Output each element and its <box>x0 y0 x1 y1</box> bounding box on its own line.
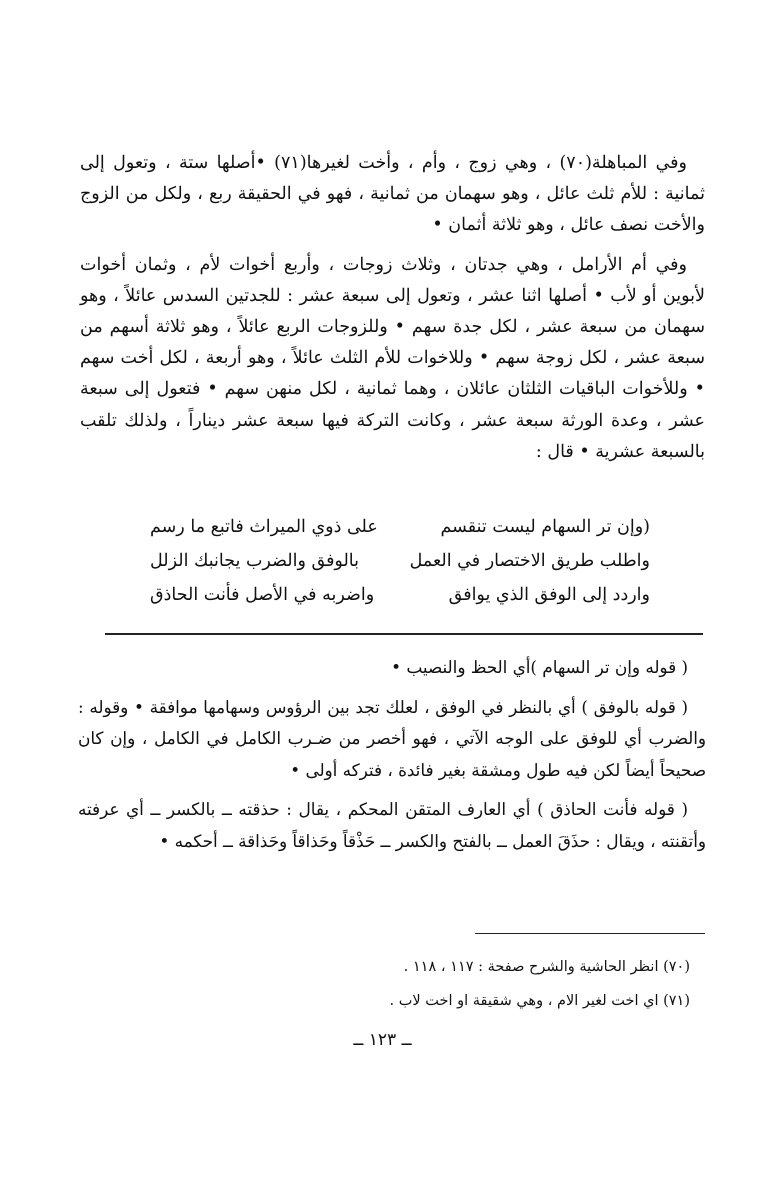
footnote: (٧١) اي اخت لغير الام ، وهي شقيقة او اخت لاب . <box>389 993 690 1009</box>
verse-first-hemistich: (وإن تر السهام ليست تنقسم <box>440 517 650 537</box>
verse-second-hemistich: واضربه في الأصل فأنت الحاذق <box>150 585 375 605</box>
main-paragraph: وفي أم الأرامل ، وهي جدتان ، وثلاث زوجات ، وأربع أخوات لأم ، وثمان أخوات لأبوين أو لأب • أصلها اثنا عشر ، وتعول إلى سبعة عشر : للجدتين السدس عائلاً ، وهو سهمان من سبعة عشر ، لكل جدة سهم • وللزوجات الربع عائلاً ، وهو ثلاثة أسهم من سبعة عشر ، لكل زوجة سهم • وللاخوات للأم الثلث عائلاً ، وهو أربعة ، لكل أخت سهم • وللأخوات الباقيات الثلثان عائلان ، وهما ثمانية ، لكل منهن سهم • فتعول إلى سبعة عشر ، وعدة الورثة سبعة عشر ، وكانت التركة فيها سبعة عشر ديناراً ، ولذلك تلقب بالسبعة عشرية • قال : <box>80 254 705 462</box>
verse-second-hemistich: على ذوي الميراث فاتبع ما رسم <box>150 517 378 537</box>
commentary-paragraph: ( قوله بالوفق ) أي بالنظر في الوفق ، لعلك تجد بين الرؤوس وسهامها موافقة • وقوله : والضرب أي للوفق على الوجه الآتي ، فهو أخصر من ضـرب الكامل في الكامل ، وإن كان صحيحاً أيضاً لكن فيه طول ومشقة بغير فائدة ، فتركه أولى • <box>78 696 706 780</box>
poem <box>150 510 650 612</box>
verse-first-hemistich: واطلب طريق الاختصار في العمل <box>409 551 650 571</box>
poem-verse <box>150 578 650 612</box>
commentary-paragraph: ( قوله فأنت الحاذق ) أي العارف المتقن المحكم ، يقال : حذقته ــ بالكسر ــ أي عرفته وأتقنته ، ويقال : حذَقَ العمل ــ بالفتح والكسر ــ حَذْقاً وحَذاقاً وحَذاقة ــ أحكمه • <box>78 799 706 851</box>
main-text <box>80 148 705 476</box>
poem-verse <box>150 510 650 544</box>
page-number: ــ ١٢٣ ــ <box>353 1030 412 1050</box>
verse-second-hemistich: بالوفق والضرب يجانبك الزلل <box>150 551 360 571</box>
verse-first-hemistich: واردد إلى الوفق الذي يوافق <box>448 585 650 605</box>
main-paragraph: وفي المباهلة(٧٠) ، وهي زوج ، وأم ، وأخت لغيرها(٧١) •أصلها ستة ، وتعول إلى ثمانية : للأم ثلث عائل ، وهو سهمان من ثمانية ، فهو في الحقيقة ربع ، ولكل من الزوج والأخت نصف عائل ، وهو ثلاثة أثمان • <box>80 153 705 236</box>
commentary-paragraph: ( قوله وإن تر السهام )أي الحظ والنصيب • <box>391 657 688 677</box>
footnote-divider <box>475 933 705 934</box>
poem-verse <box>150 544 650 578</box>
main-divider <box>105 633 703 635</box>
commentary <box>78 652 706 865</box>
footnote: (٧٠) انظر الحاشية والشرح صفحة : ١١٧ ، ١١٨ . <box>403 959 690 975</box>
footnotes <box>150 950 690 1018</box>
